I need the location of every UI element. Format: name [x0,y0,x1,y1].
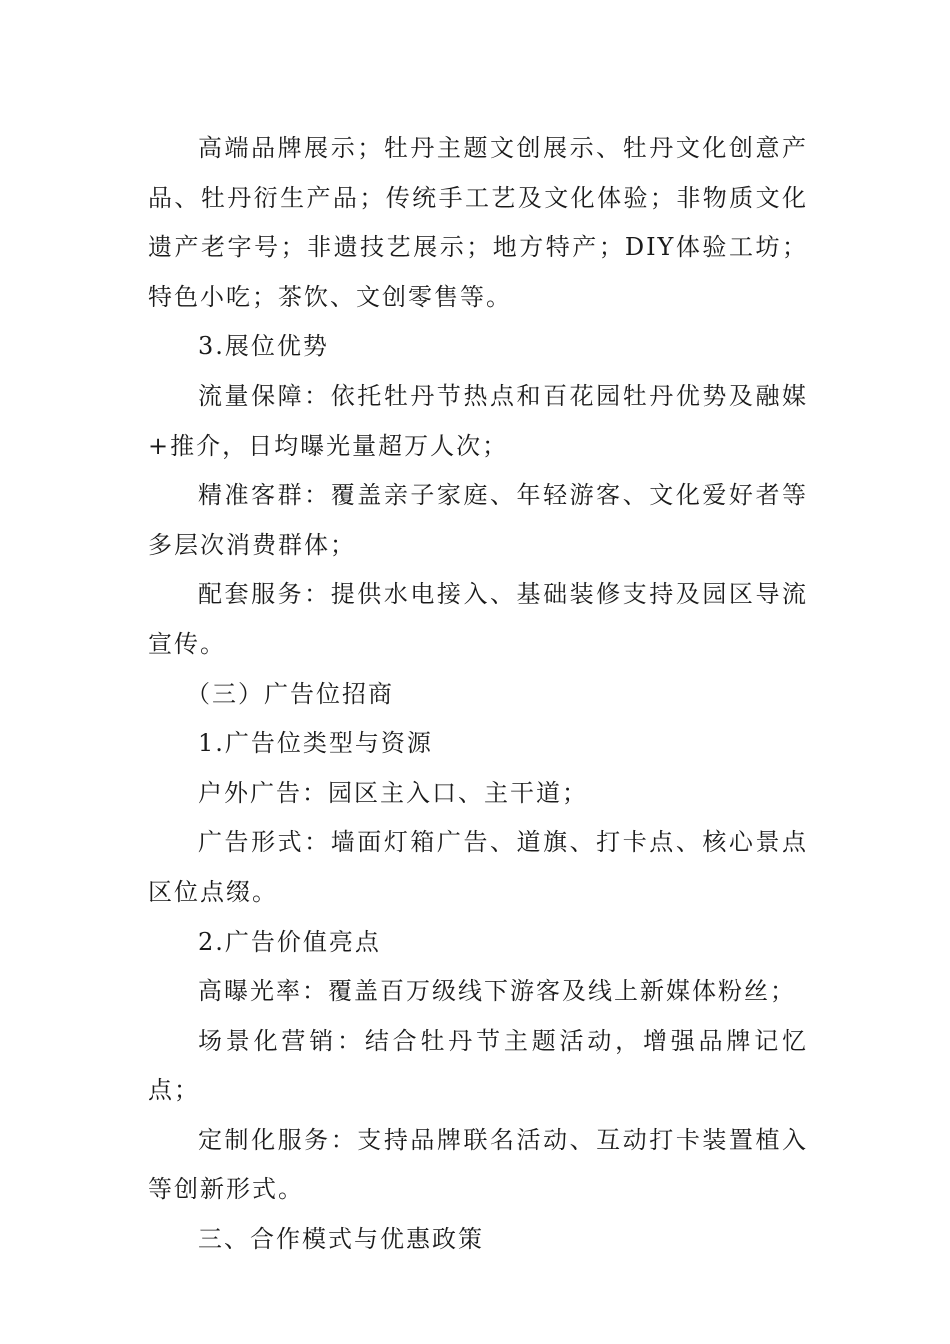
paragraph-support-services: 配套服务：提供水电接入、基础装修支持及园区导流宣传。 [148,580,808,658]
heading-ad-types-resources: 1.广告位类型与资源 [198,729,433,758]
paragraph-ad-formats: 广告形式：墙面灯箱广告、道旗、打卡点、核心景点区位点缀。 [148,828,808,906]
paragraph-exhibit-categories: 高端品牌展示；牡丹主题文创展示、牡丹文化创意产品、牡丹衍生产品；传统手工艺及文化体验；非物质文化遗产老字号；非遗技艺展示；地方特产；DIY体验工坊；特色小吃；茶饮、文创零售等。 [148,134,808,311]
paragraph-traffic-guarantee: 流量保障：依托牡丹节热点和百花园牡丹优势及融媒+推介，日均曝光量超万人次； [148,381,808,460]
paragraph-high-exposure: 高曝光率：覆盖百万级线下游客及线上新媒体粉丝； [198,977,796,1006]
heading-cooperation-policy: 三、合作模式与优惠政策 [198,1225,484,1254]
heading-booth-advantages: 3.展位优势 [198,332,329,361]
paragraph-scenario-marketing: 场景化营销：结合牡丹节主题活动，增强品牌记忆点； [148,1026,808,1105]
paragraph-target-audience: 精准客群：覆盖亲子家庭、年轻游客、文化爱好者等多层次消费群体； [148,481,808,559]
paragraph-custom-services: 定制化服务：支持品牌联名活动、互动打卡装置植入等创新形式。 [148,1125,808,1204]
heading-ad-value-highlights: 2.广告价值亮点 [198,927,381,956]
document-body [148,124,808,1265]
heading-ad-space-investment: （三）广告位招商 [186,679,394,708]
paragraph-outdoor-ads: 户外广告：园区主入口、主干道； [198,778,588,807]
